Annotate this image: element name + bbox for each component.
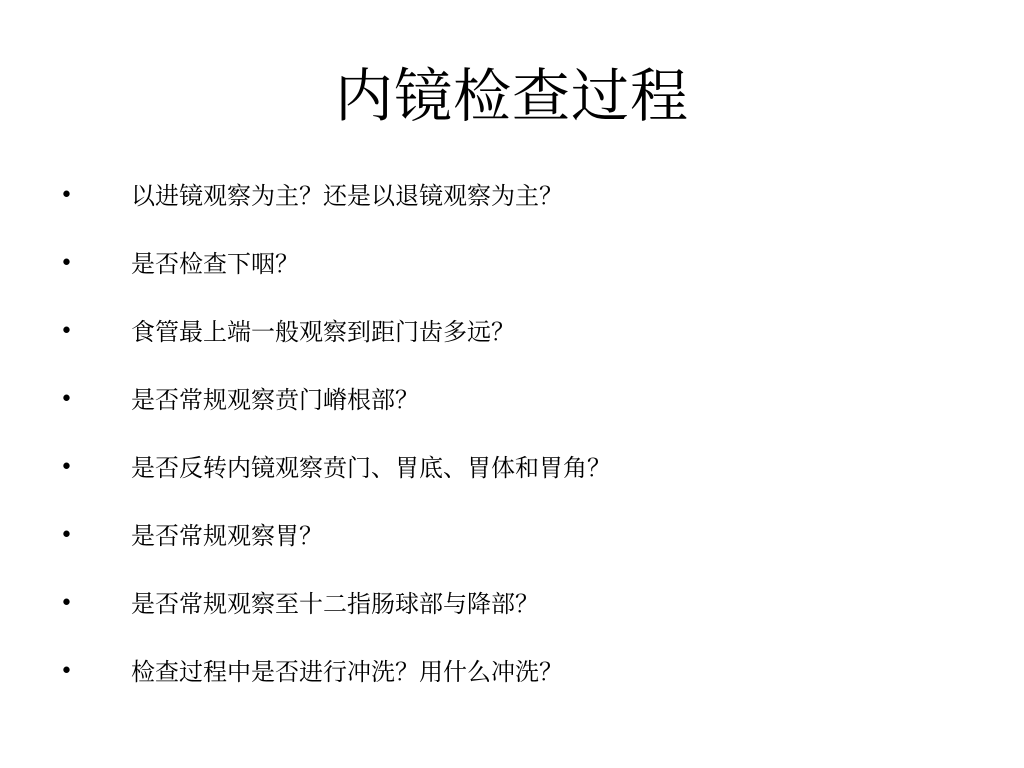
bullet-text: 是否检查下咽？ (131, 250, 299, 278)
bullet-text: 是否常规观察至十二指肠球部与降部？ (131, 590, 539, 618)
list-item (0, 309, 1024, 377)
bullet-icon: • (60, 659, 73, 684)
list-item (0, 241, 1024, 309)
list-item (0, 581, 1024, 649)
list-item (0, 445, 1024, 513)
bullet-text: 食管最上端一般观察到距门齿多远？ (131, 318, 515, 346)
bullet-icon: • (60, 251, 73, 276)
bullet-text: 以进镜观察为主？还是以退镜观察为主？ (131, 182, 563, 210)
bullet-text: 是否常规观察胃？ (131, 522, 323, 550)
bullet-text: 是否反转内镜观察贲门、胃底、胃体和胃角？ (131, 454, 611, 482)
bullet-icon: • (60, 387, 73, 412)
bullet-text: 检查过程中是否进行冲洗？用什么冲洗？ (131, 658, 563, 686)
bullet-icon: • (60, 319, 73, 344)
bullet-icon: • (60, 591, 73, 616)
list-item (0, 513, 1024, 581)
bullet-list (0, 173, 1024, 717)
list-item (0, 173, 1024, 241)
bullet-icon: • (60, 183, 73, 208)
list-item (0, 649, 1024, 717)
slide-title: 内镜检查过程 (334, 62, 689, 130)
list-item (0, 377, 1024, 445)
bullet-icon: • (60, 455, 73, 480)
bullet-icon: • (60, 523, 73, 548)
bullet-text: 是否常规观察贲门嵴根部？ (131, 386, 419, 414)
